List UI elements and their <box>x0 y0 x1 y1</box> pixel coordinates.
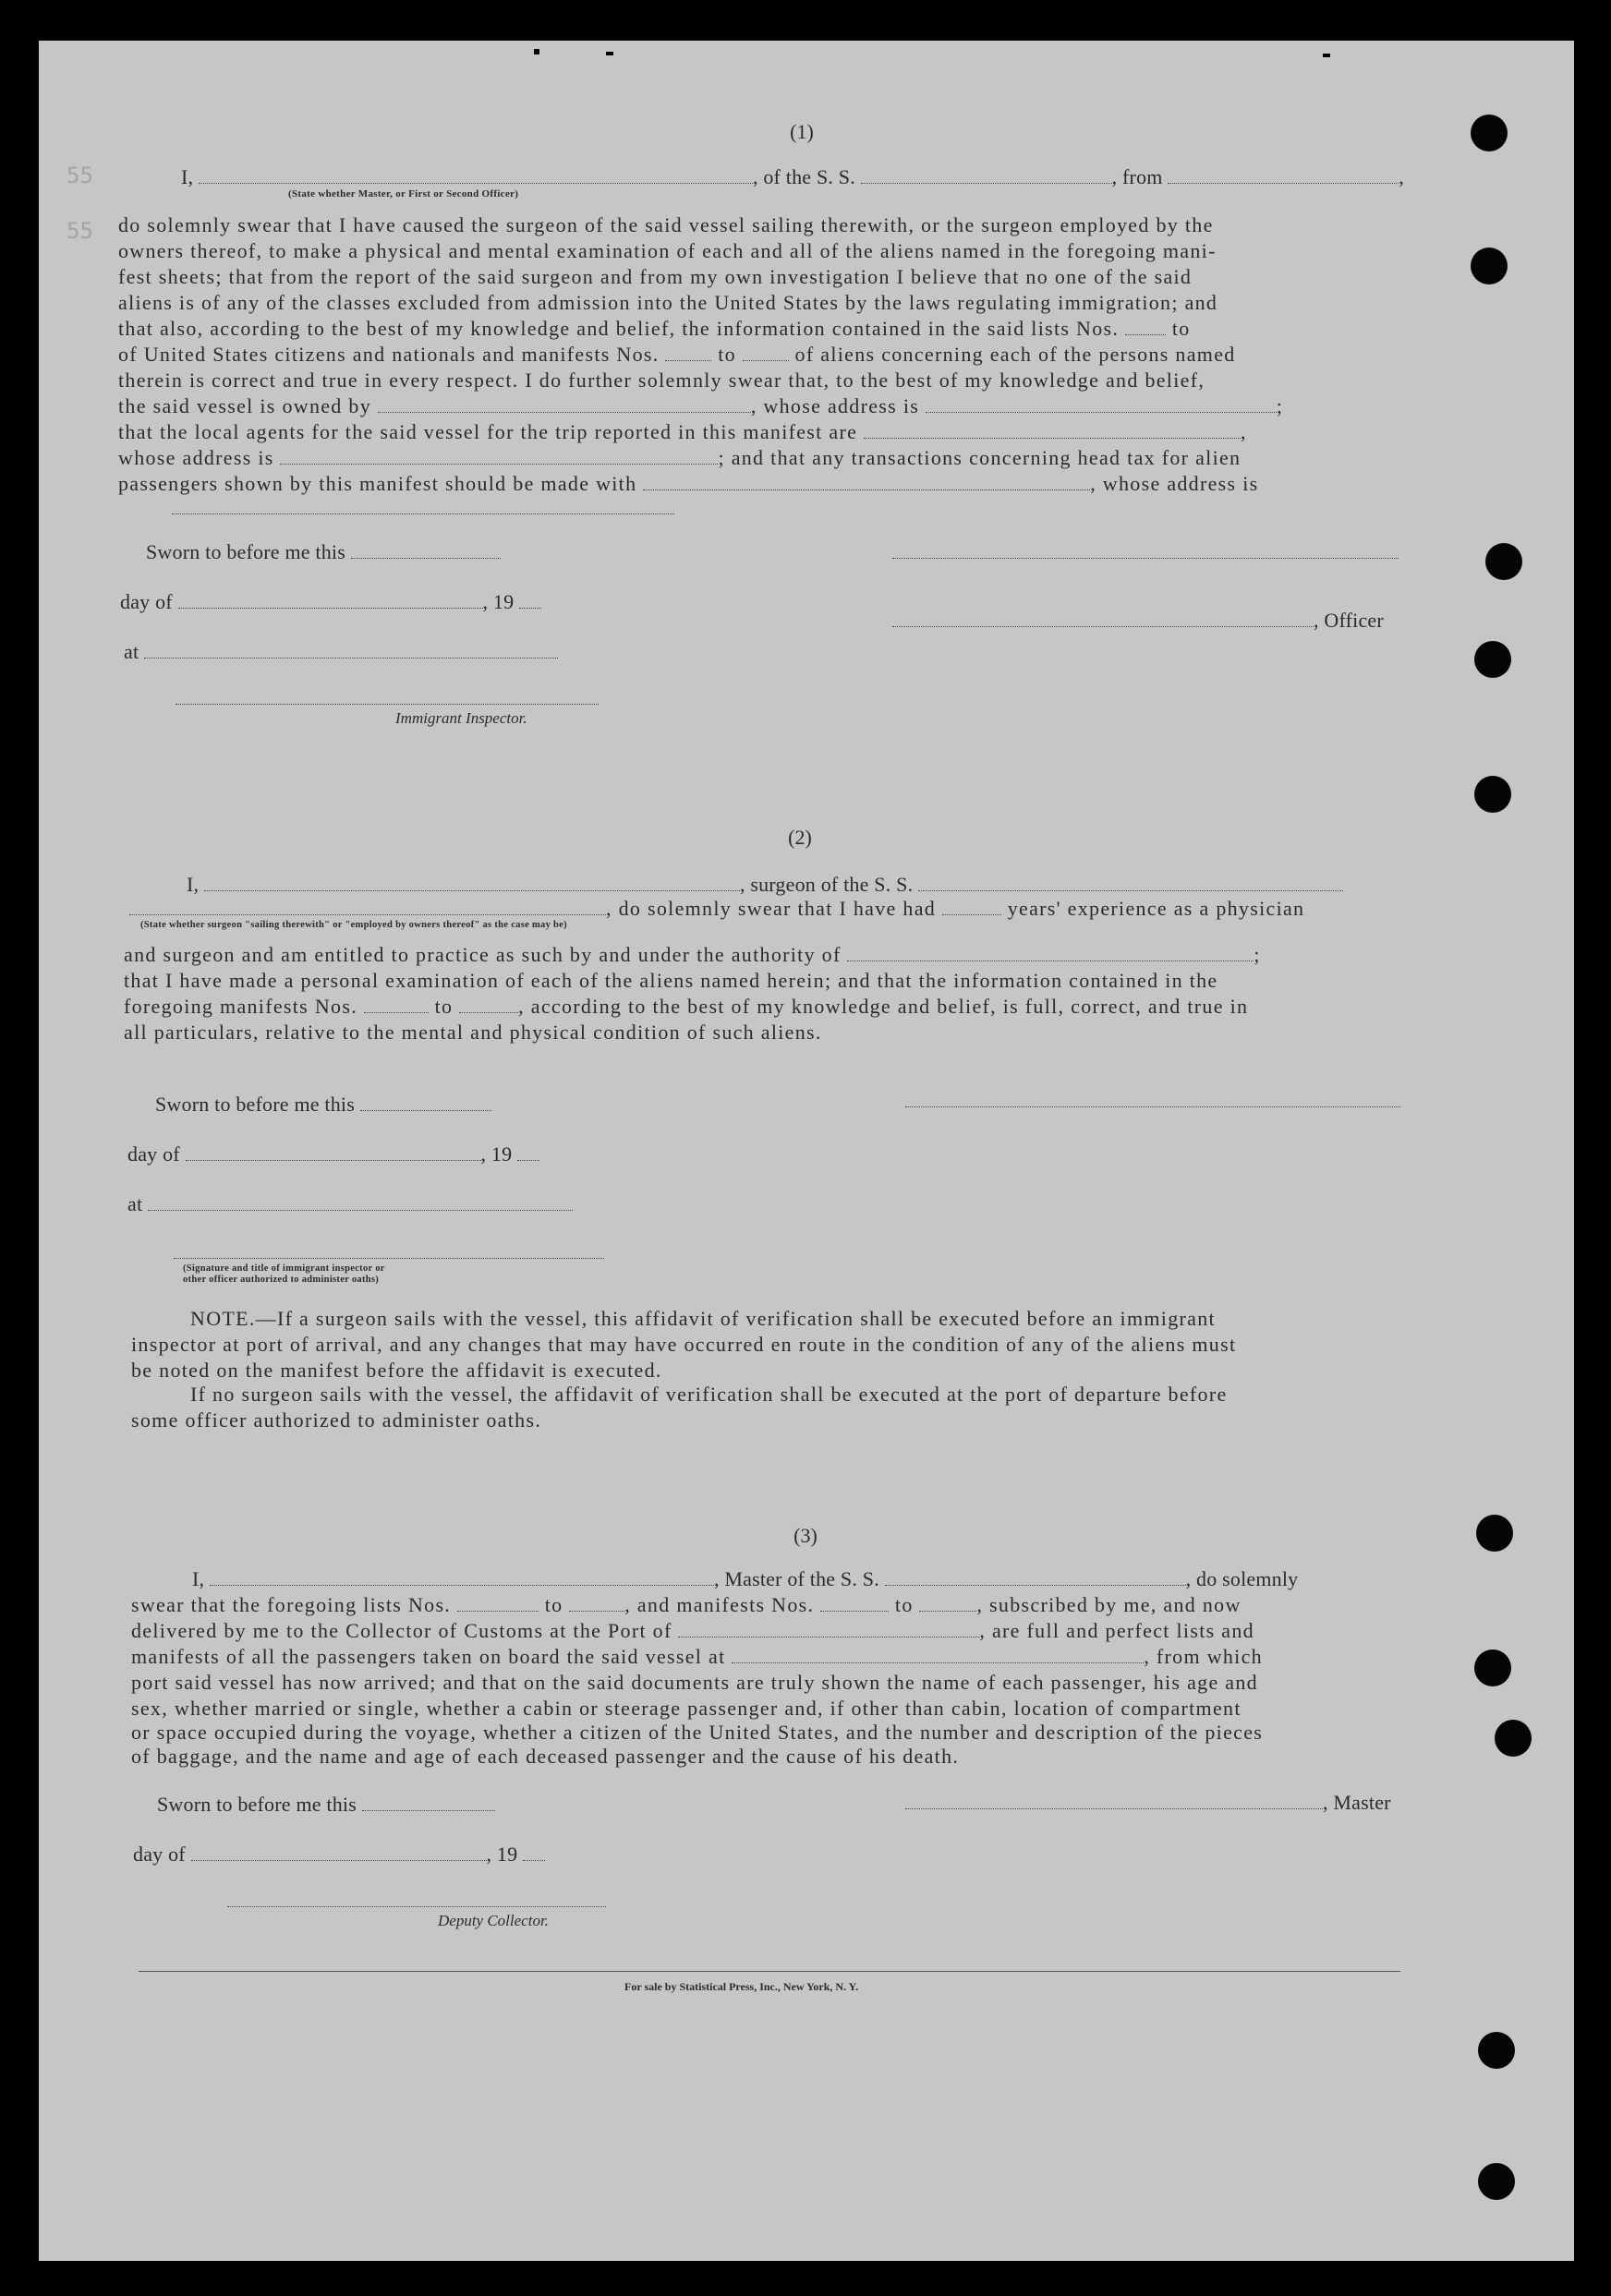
punch-hole <box>1474 1649 1511 1686</box>
owner-address-field[interactable] <box>926 395 1277 413</box>
sec2-line-3: and surgeon and am entitled to practice as such by and under the authority of ; <box>124 943 1261 966</box>
local-agents-field[interactable] <box>864 421 1241 439</box>
sec2-manifest-from-field[interactable] <box>364 996 429 1013</box>
manifests-to-field[interactable] <box>743 344 789 361</box>
sec2-sworn-day-field[interactable] <box>360 1094 491 1111</box>
note-line-3: be noted on the manifest before the affidavit is executed. <box>131 1359 662 1382</box>
section-3-number: (3) <box>793 1524 818 1547</box>
sec3-line-5: port said vessel has now arrived; and that on the said documents are truly shown the name of each passenger, his age and <box>131 1671 1258 1694</box>
punch-hole <box>1485 543 1522 580</box>
margin-number: 55 <box>67 218 93 244</box>
sec2-at: at <box>127 1191 573 1217</box>
sec1-at: at <box>124 639 558 665</box>
punch-hole <box>1471 115 1508 151</box>
master-vessel-field[interactable] <box>885 1568 1186 1586</box>
sec3-lists-to-field[interactable] <box>569 1594 624 1612</box>
practice-authority-field[interactable] <box>847 944 1254 961</box>
port-of-boarding-field[interactable] <box>732 1646 1144 1663</box>
note-line-4: If no surgeon sails with the vessel, the affidavit of verification shall be executed at the port of departure before <box>190 1383 1228 1406</box>
surgeon-signature-line[interactable] <box>905 1106 1400 1107</box>
sec3-line-1: I, , Master of the S. S. , do solemnly <box>192 1567 1299 1590</box>
section-1-number: (1) <box>790 120 814 143</box>
sec1-line-3: owners thereof, to make a physical and mental examination of each and all of the aliens named in the foregoing mani- <box>118 239 1217 262</box>
officer-title-field[interactable] <box>199 166 753 184</box>
surgeon-vessel-field[interactable] <box>918 874 1343 891</box>
punch-hole <box>1471 248 1508 284</box>
vessel-name-field[interactable] <box>861 166 1112 184</box>
sec2-manifest-to-field[interactable] <box>459 996 518 1013</box>
sec2-sworn-month-field[interactable] <box>186 1143 481 1161</box>
port-from-field[interactable] <box>1168 166 1399 184</box>
officer-name-line[interactable] <box>892 558 1399 559</box>
sec3-line-3: delivered by me to the Collector of Customs at the Port of , are full and perfect lists and <box>131 1619 1254 1642</box>
collector-signature-line[interactable] <box>227 1906 606 1907</box>
sworn-day-field[interactable] <box>351 541 501 559</box>
punch-hole <box>1478 2032 1515 2069</box>
sec2-sworn-place-field[interactable] <box>148 1193 573 1211</box>
sec2-signature-caption: (Signature and title of immigrant inspector or other officer authorized to administer oaths) <box>183 1263 385 1285</box>
margin-number: 55 <box>67 163 93 188</box>
sec1-line-10: that the local agents for the said vessel for the trip reported in this manifest are , <box>118 420 1247 443</box>
note-line-1: NOTE.—If a surgeon sails with the vessel, this affidavit of verification shall be executed before an immigrant <box>190 1307 1216 1330</box>
sworn-place-field[interactable] <box>144 641 558 659</box>
sec1-line-2: do solemnly swear that I have caused the surgeon of the said vessel sailing therewith, or the surgeon employed by the <box>118 213 1214 236</box>
port-of-customs-field[interactable] <box>678 1620 979 1637</box>
master-signature-row: , Master <box>905 1790 1391 1816</box>
sec2-line-1: I, , surgeon of the S. S. <box>187 872 1343 898</box>
note-line-2: inspector at port of arrival, and any changes that may have occurred en route in the condition of any of the aliens must <box>131 1333 1237 1356</box>
sec2-line-4: that I have made a personal examination of each of the aliens named herein; and that the information contained in the <box>124 969 1218 992</box>
sec1-line-12: passengers shown by this manifest should be made with , whose address is <box>118 472 1259 495</box>
sec3-line-7: or space occupied during the voyage, whether a citizen of the United States, and the number and description of the pieces <box>131 1721 1264 1744</box>
surgeon-status-field[interactable] <box>129 898 606 915</box>
lists-from-field[interactable] <box>1125 318 1166 335</box>
scan-speck <box>534 49 539 54</box>
printer-imprint: For sale by Statistical Press, Inc., New York, N. Y. <box>624 1980 859 1993</box>
master-signature-field[interactable] <box>905 1792 1323 1809</box>
sec3-sworn: Sworn to before me this <box>157 1792 495 1818</box>
punch-hole <box>1474 641 1511 678</box>
sec2-day-of: day of , 19 <box>127 1142 539 1167</box>
sec3-manifests-from-field[interactable] <box>820 1594 889 1612</box>
punch-hole <box>1495 1720 1532 1757</box>
sec3-sworn-month-field[interactable] <box>191 1843 487 1861</box>
sec3-line-8: of baggage, and the name and age of each deceased passenger and the cause of his death. <box>131 1745 960 1768</box>
note-line-5: some officer authorized to administer oaths. <box>131 1408 542 1432</box>
sec3-manifests-to-field[interactable] <box>919 1594 976 1612</box>
punch-hole <box>1474 776 1511 813</box>
scan-speck <box>606 52 613 55</box>
sec3-line-2: swear that the foregoing lists Nos. to , and manifests Nos. to , subscribed by me, and now <box>131 1593 1242 1616</box>
sec1-line-6: that also, according to the best of my knowledge and belief, the information contained in the said lists Nos. to <box>118 317 1191 340</box>
master-name-field[interactable] <box>210 1568 714 1586</box>
sec1-line-1: I, , of the S. S. , from , <box>181 165 1404 188</box>
sec3-line-6: sex, whether married or single, whether a cabin or steerage passenger and, if other than cabin, location of compartment <box>131 1697 1242 1720</box>
years-experience-field[interactable] <box>942 898 1001 915</box>
sec1-sworn: Sworn to before me this <box>146 539 501 565</box>
sworn-month-field[interactable] <box>178 591 483 609</box>
sec3-lists-from-field[interactable] <box>457 1594 539 1612</box>
sec1-line-5: aliens is of any of the classes excluded from admission into the United States by the laws regulating immigration; and <box>118 291 1218 314</box>
sec2-line-2: , do solemnly swear that I have had years' experience as a physician <box>129 896 1304 922</box>
manifests-from-field[interactable] <box>665 344 711 361</box>
sec3-day-of: day of , 19 <box>133 1842 545 1867</box>
surgeon-name-field[interactable] <box>204 874 740 891</box>
sec2-caption: (State whether surgeon "sailing therewith" or "employed by owners thereof" as the case may be) <box>140 920 567 930</box>
sec2-line-6: all particulars, relative to the mental and physical condition of such aliens. <box>124 1021 822 1044</box>
sec1-line-9: the said vessel is owned by , whose address is ; <box>118 394 1284 417</box>
collector-caption: Deputy Collector. <box>438 1912 549 1929</box>
inspector-signature-line[interactable] <box>176 704 599 705</box>
officer-signature-row: , Officer <box>892 608 1384 634</box>
sec2-sworn-year-field[interactable] <box>517 1143 539 1161</box>
sec2-line-5: foregoing manifests Nos. to , according to the best of my knowledge and belief, is full, correct, and true in <box>124 995 1249 1018</box>
sec1-caption: (State whether Master, or First or Second Officer) <box>288 188 519 199</box>
section-2-number: (2) <box>788 826 812 849</box>
head-tax-contact-field[interactable] <box>643 473 1090 490</box>
sec1-line-4: fest sheets; that from the report of the said surgeon and from my own investigation I believe that no one of the said <box>118 265 1193 288</box>
sec3-sworn-year-field[interactable] <box>523 1843 545 1861</box>
sec1-line-7: of United States citizens and nationals and manifests Nos. to of aliens concerning each of the persons named <box>118 343 1236 366</box>
sec1-line-8: therein is correct and true in every respect. I do further solemnly swear that, to the best of my knowledge and belief, <box>118 369 1205 392</box>
sec1-day-of: day of , 19 <box>120 589 541 615</box>
inspector-caption: Immigrant Inspector. <box>395 709 527 727</box>
sec1-line-11: whose address is ; and that any transactions concerning head tax for alien <box>118 446 1242 469</box>
sworn-year-field[interactable] <box>519 591 541 609</box>
vessel-owner-field[interactable] <box>378 395 751 413</box>
punch-hole <box>1476 1515 1513 1552</box>
officer-signature-field[interactable] <box>892 610 1314 627</box>
sec3-sworn-day-field[interactable] <box>362 1794 495 1811</box>
sec2-sworn: Sworn to before me this <box>155 1092 491 1118</box>
scan-speck <box>1323 54 1330 57</box>
sec2-signature-line[interactable] <box>174 1258 604 1259</box>
agents-address-field[interactable] <box>280 447 718 465</box>
punch-hole <box>1478 2163 1515 2200</box>
footer-divider <box>139 1971 1400 1972</box>
sec3-line-4: manifests of all the passengers taken on board the said vessel at , from which <box>131 1645 1263 1668</box>
